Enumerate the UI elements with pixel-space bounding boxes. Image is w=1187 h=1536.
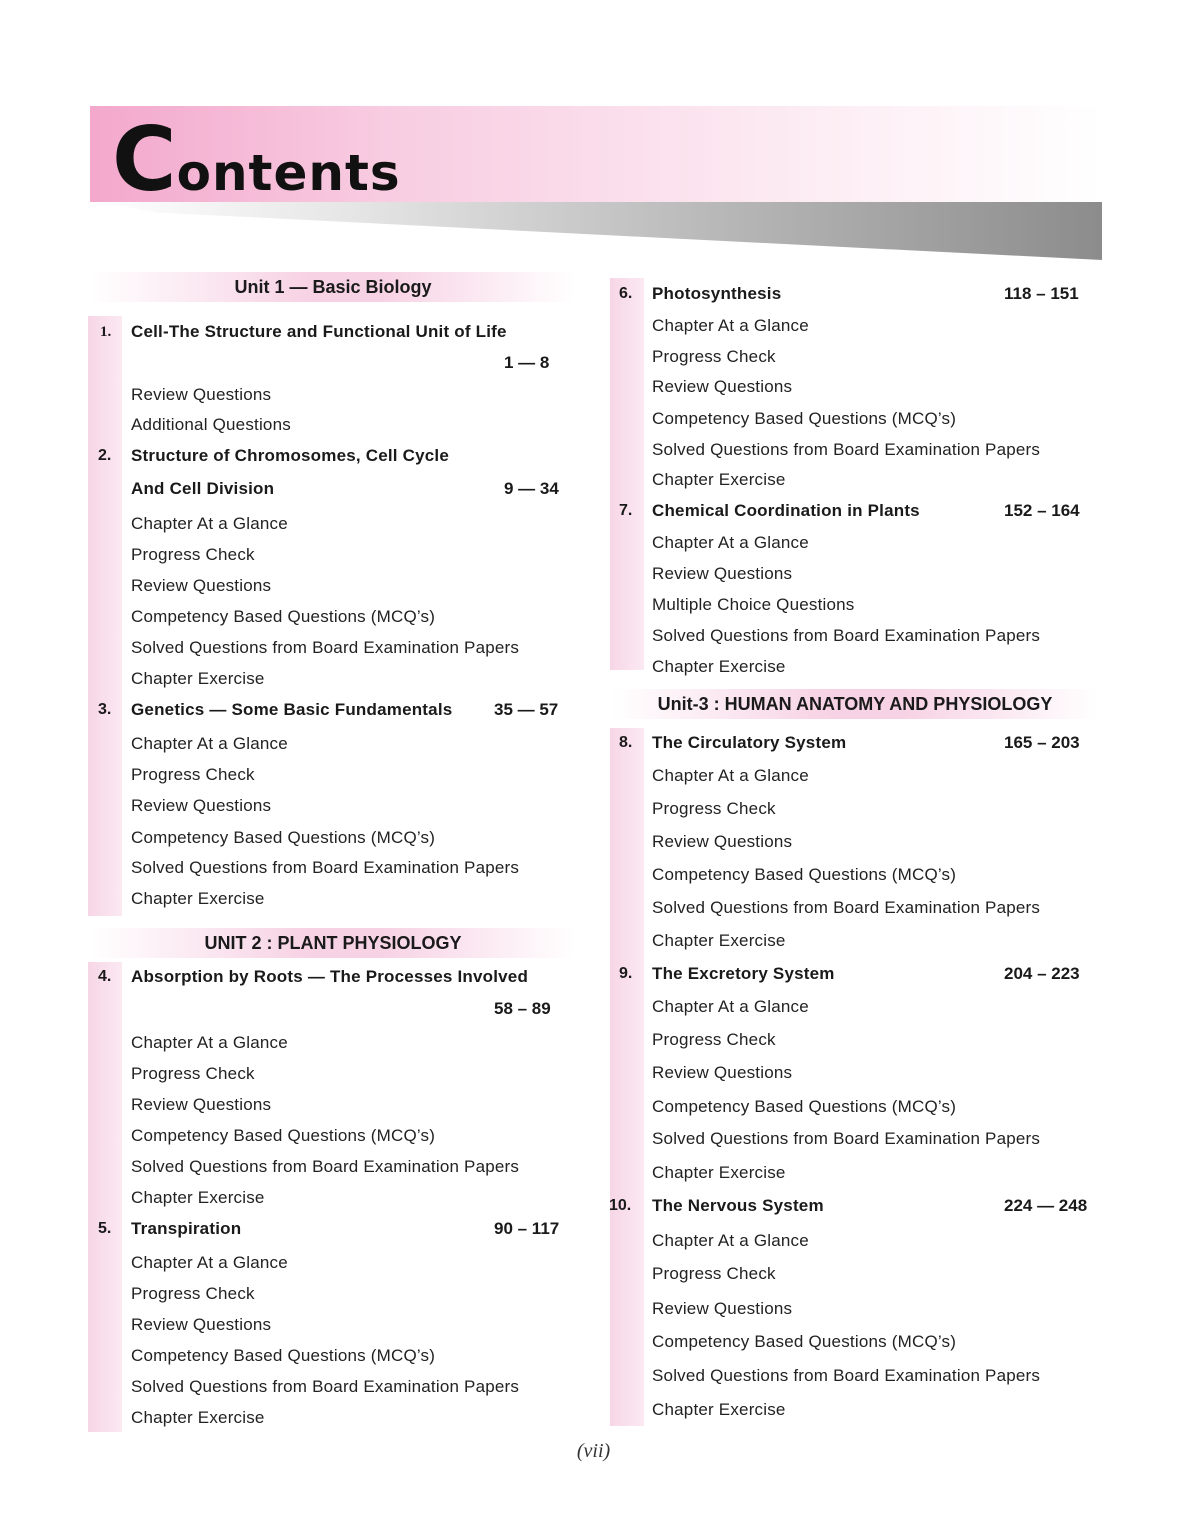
chapter-section: Chapter At a Glance [652, 1231, 809, 1250]
chapter-section: Progress Check [652, 1264, 776, 1283]
chapter-pages: 1 — 8 [504, 353, 550, 372]
unit-heading-1: Unit 1 — Basic Biology [90, 272, 576, 302]
chapter-number: 1. [100, 324, 112, 340]
chapter-section: Chapter At a Glance [131, 1253, 288, 1272]
chapter-strip-unit-3 [610, 728, 644, 1426]
chapter-section: Chapter At a Glance [652, 766, 809, 785]
chapter-section: Review Questions [652, 377, 793, 396]
chapter-title: The Excretory System [652, 964, 835, 983]
chapter-title: Structure of Chromosomes, Cell Cycle [131, 446, 449, 465]
chapter-title: Transpiration [131, 1219, 242, 1238]
chapter-section: Additional Questions [131, 415, 291, 434]
chapter-section: Competency Based Questions (MCQ’s) [652, 1332, 957, 1351]
chapter-pages: 90 – 117 [494, 1219, 560, 1238]
chapter-section: Chapter Exercise [652, 1163, 786, 1182]
chapter-section: Competency Based Questions (MCQ’s) [131, 1126, 436, 1145]
chapter-section: Review Questions [652, 564, 793, 583]
chapter-number: 4. [98, 968, 112, 985]
chapter-section: Chapter At a Glance [652, 997, 809, 1016]
chapter-pages: 9 — 34 [504, 479, 559, 498]
chapter-title: Cell-The Structure and Functional Unit of Life [131, 322, 507, 341]
chapter-section: Review Questions [131, 796, 272, 815]
chapter-section: Review Questions [652, 832, 793, 851]
page-title: Contents [112, 108, 401, 211]
chapter-section: Review Questions [131, 1095, 272, 1114]
chapter-number: 2. [98, 447, 112, 464]
chapter-section: Chapter Exercise [652, 1400, 786, 1419]
page-number: (vii) [576, 1440, 611, 1462]
chapter-section: Chapter Exercise [652, 470, 786, 489]
chapter-section: Review Questions [131, 576, 272, 595]
chapter-section: Solved Questions from Board Examination Papers [131, 858, 520, 877]
chapter-section: Chapter Exercise [652, 931, 786, 950]
chapter-section: Competency Based Questions (MCQ’s) [652, 865, 957, 884]
chapter-title: The Nervous System [652, 1196, 824, 1215]
chapter-section: Progress Check [131, 1284, 255, 1303]
chapter-pages: 152 – 164 [1004, 501, 1080, 520]
chapter-title: The Circulatory System [652, 733, 847, 752]
chapter-pages: 35 — 57 [494, 700, 559, 719]
chapter-pages: 58 – 89 [494, 999, 551, 1018]
chapter-strip-unit-2 [88, 962, 122, 1432]
chapter-section: Solved Questions from Board Examination Papers [131, 638, 520, 657]
chapter-number: 5. [98, 1220, 112, 1237]
chapter-pages: 224 — 248 [1004, 1196, 1088, 1215]
chapter-number: 8. [619, 734, 633, 751]
chapter-title-line2: And Cell Division [131, 479, 275, 498]
chapter-section: Solved Questions from Board Examination Papers [652, 1129, 1041, 1148]
chapter-title: Genetics — Some Basic Fundamentals [131, 700, 453, 719]
chapter-section: Progress Check [131, 545, 255, 564]
chapter-section: Competency Based Questions (MCQ’s) [131, 1346, 436, 1365]
chapter-pages: 118 – 151 [1004, 284, 1079, 303]
chapter-section: Solved Questions from Board Examination Papers [652, 1366, 1041, 1385]
chapter-section: Progress Check [652, 799, 776, 818]
chapter-section: Chapter Exercise [652, 657, 786, 676]
chapter-section: Chapter At a Glance [131, 1033, 288, 1052]
chapter-number: 9. [619, 965, 633, 982]
chapter-section: Review Questions [652, 1299, 793, 1318]
chapter-title: Chemical Coordination in Plants [652, 501, 920, 520]
chapter-strip-unit-2-continued [610, 278, 644, 670]
chapter-section: Solved Questions from Board Examination Papers [652, 898, 1041, 917]
chapter-section: Solved Questions from Board Examination Papers [652, 440, 1041, 459]
chapter-pages: 204 – 223 [1004, 964, 1080, 983]
chapter-title: Absorption by Roots — The Processes Involved [131, 967, 529, 986]
chapter-section: Review Questions [131, 385, 272, 404]
chapter-section: Solved Questions from Board Examination Papers [131, 1377, 520, 1396]
chapter-section: Chapter At a Glance [131, 514, 288, 533]
chapter-section: Chapter At a Glance [131, 734, 288, 753]
chapter-number: 3. [98, 701, 112, 718]
unit-heading-3: Unit-3 : HUMAN ANATOMY AND PHYSIOLOGY [612, 689, 1098, 719]
chapter-section: Solved Questions from Board Examination Papers [131, 1157, 520, 1176]
chapter-section: Multiple Choice Questions [652, 595, 855, 614]
chapter-section: Chapter At a Glance [652, 316, 809, 335]
chapter-section: Competency Based Questions (MCQ’s) [131, 828, 436, 847]
chapter-section: Competency Based Questions (MCQ’s) [652, 1097, 957, 1116]
chapter-number: 7. [619, 502, 633, 519]
chapter-title: Photosynthesis [652, 284, 782, 303]
title-banner-shadow [96, 202, 1102, 260]
chapter-section: Chapter Exercise [131, 1408, 265, 1427]
chapter-section: Progress Check [131, 765, 255, 784]
chapter-section: Chapter Exercise [131, 669, 265, 688]
chapter-section: Review Questions [652, 1063, 793, 1082]
chapter-pages: 165 – 203 [1004, 733, 1080, 752]
chapter-section: Competency Based Questions (MCQ’s) [652, 409, 957, 428]
chapter-strip-unit-1 [88, 316, 122, 916]
chapter-section: Competency Based Questions (MCQ’s) [131, 607, 436, 626]
chapter-section: Chapter Exercise [131, 889, 265, 908]
chapter-number: 6. [619, 285, 633, 302]
chapter-section: Progress Check [652, 347, 776, 366]
unit-heading-2: UNIT 2 : PLANT PHYSIOLOGY [90, 928, 576, 958]
chapter-section: Solved Questions from Board Examination Papers [652, 626, 1041, 645]
chapter-section: Chapter At a Glance [652, 533, 809, 552]
chapter-number: 10. [609, 1197, 632, 1214]
chapter-section: Review Questions [131, 1315, 272, 1334]
chapter-section: Progress Check [131, 1064, 255, 1083]
chapter-section: Progress Check [652, 1030, 776, 1049]
chapter-section: Chapter Exercise [131, 1188, 265, 1207]
